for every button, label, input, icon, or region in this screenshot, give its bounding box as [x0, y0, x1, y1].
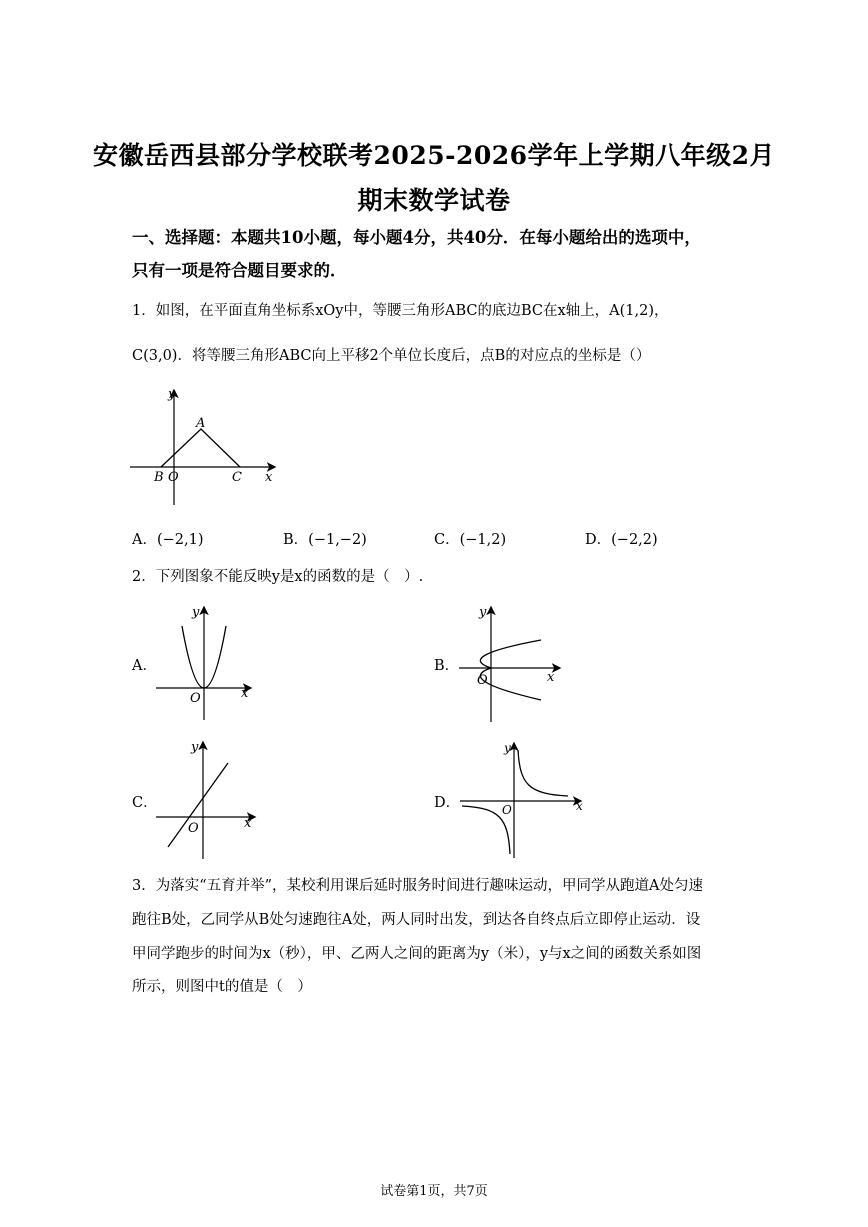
q1-option-a-letter: A．: [132, 532, 157, 548]
q1-label-x: x: [265, 470, 273, 485]
q1-option-d-letter: D．: [585, 532, 612, 548]
section-heading-line2: 只有一项是符合题目要求的．: [132, 261, 347, 280]
q2b-label-o: O: [477, 673, 488, 688]
question-3-line3: 甲同学跑步的时间为x（秒），甲、乙两人之间的距离为y（米），y与x之间的函数关系如图: [132, 946, 702, 962]
q2d-label-o: O: [502, 803, 512, 817]
q1-option-b-letter: B．: [283, 532, 309, 548]
question-3-line1: 3．为落实“五育并举”，某校利用课后延时服务时间进行趣味运动，甲同学从跑道A处匀速: [132, 878, 704, 894]
q2-option-a-label[interactable]: A．: [132, 658, 157, 674]
q1-option-d-value: (−2,2): [611, 532, 658, 548]
q2-option-c-graph[interactable]: [150, 735, 260, 863]
q2-option-b-graph[interactable]: [455, 600, 570, 725]
q2b-label-y: y: [479, 605, 487, 620]
q1-option-a[interactable]: [132, 528, 204, 549]
question-1-figure: [128, 385, 278, 510]
q2a-label-x: x: [241, 686, 249, 701]
q2-option-d-graph[interactable]: [456, 738, 588, 860]
q1-option-d[interactable]: [585, 528, 658, 549]
q1-label-c: C: [232, 470, 242, 485]
q1-option-c[interactable]: [434, 528, 506, 549]
q2d-branch-upper: [518, 750, 568, 796]
q2d-label-x: x: [576, 799, 583, 813]
q2a-label-o: O: [190, 691, 201, 706]
page-footer: 试卷第1页，共7页: [380, 1184, 488, 1199]
exam-title-line2: 期末数学试卷: [357, 186, 511, 215]
question-1-line1: 1．如图，在平面直角坐标系xOy中，等腰三角形ABC的底边BC在x轴上，A(1,2)，: [132, 303, 669, 319]
exam-title-line1: 安徽岳西县部分学校联考2025-2026学年上学期八年级2月: [93, 141, 775, 170]
q1-label-o: O: [168, 470, 179, 485]
q2b-curve: [480, 640, 541, 700]
question-1-line2: C(3,0)．将等腰三角形ABC向上平移2个单位长度后，点B的对应点的坐标是（）: [132, 348, 651, 364]
q1-option-b[interactable]: [283, 528, 367, 549]
q2-option-d-label[interactable]: D．: [434, 795, 461, 811]
q1-option-c-letter: C．: [434, 532, 460, 548]
section-heading-line1: 一、选择题：本题共10小题，每小题4分，共40分．在每小题给出的选项中，: [132, 228, 701, 247]
q2c-label-o: O: [188, 821, 199, 836]
q2-option-c-label[interactable]: C．: [132, 795, 158, 811]
question-3-line2: 跑往B处，乙同学从B处匀速跑往A处，两人同时出发，到达各自终点后立即停止运动．设: [132, 912, 701, 928]
q2c-label-y: y: [191, 740, 199, 755]
q1-option-b-value: (−1,−2): [308, 532, 367, 548]
q1-option-a-value: (−2,1): [156, 532, 204, 548]
q2-option-a-graph[interactable]: [150, 600, 260, 725]
q2c-label-x: x: [244, 816, 252, 831]
q2a-label-y: y: [192, 605, 200, 620]
q1-option-c-value: (−1,2): [459, 532, 507, 548]
q1-label-b: B: [154, 470, 164, 485]
q1-label-y: y: [168, 387, 176, 402]
question-3-line4: 所示，则图中t的值是（ ）: [132, 979, 312, 995]
q2-option-b-label[interactable]: B．: [434, 658, 460, 674]
q2b-label-x: x: [547, 670, 555, 685]
q1-triangle-abc: [161, 429, 240, 467]
q1-label-a: A: [196, 416, 206, 431]
question-2-line1: 2．下列图象不能反映y是x的函数的是（ ）.: [132, 569, 424, 585]
q2d-label-y: y: [504, 741, 511, 755]
